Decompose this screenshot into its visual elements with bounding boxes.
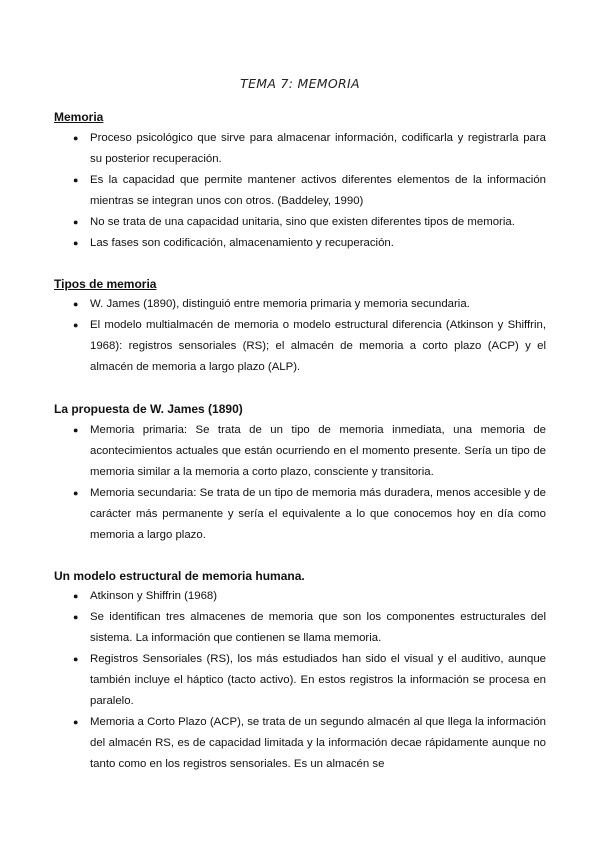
section-list-james [0,420,600,546]
section-list-memoria [0,128,600,254]
list-item: ● Atkinson y Shiffrin (1968) [0,586,600,607]
bullet-icon: ● [73,238,79,248]
page-title: TEMA 7: MEMORIA [240,76,360,91]
section-heading-modelo: Un modelo estructural de memoria humana. [54,569,305,583]
section-list-modelo [0,586,600,775]
bullet-icon: ● [73,612,79,622]
list-item: ● Memoria primaria: Se trata de un tipo de memoria inmediata, una memoria de acontecimientos actuales que están ocurriendo en el momento presente. Sería un tipo de memoria similar a la memoria a corto plazo, consciente y transitoria. [0,420,600,483]
list-item: ● Registros Sensoriales (RS), los más estudiados han sido el visual y el auditivo, aunque también incluye el háptico (tacto activo). En estos registros la información se procesa en paralelo. [0,649,600,712]
bullet-icon: ● [73,320,79,330]
list-item: ● No se trata de una capacidad unitaria, sino que existen diferentes tipos de memoria. [0,212,600,233]
bullet-icon: ● [73,717,79,727]
list-item: ● Las fases son codificación, almacenamiento y recuperación. [0,233,600,254]
bullet-icon: ● [73,591,79,601]
bullet-icon: ● [73,217,79,227]
section-heading-memoria: Memoria [54,110,104,124]
bullet-icon: ● [73,488,79,498]
section-heading-james: La propuesta de W. James (1890) [54,402,243,416]
list-item: ● W. James (1890), distinguió entre memoria primaria y memoria secundaria. [0,294,600,315]
bullet-icon: ● [73,425,79,435]
list-item: ● Proceso psicológico que sirve para almacenar información, codificarla y registrarla para su posterior recuperación. [0,128,600,170]
bullet-icon: ● [73,299,79,309]
bullet-icon: ● [73,133,79,143]
list-item: ● Se identifican tres almacenes de memoria que son los componentes estructurales del sistema. La información que contienen se llama memoria. [0,607,600,649]
list-item: ● El modelo multialmacén de memoria o modelo estructural diferencia (Atkinson y Shiffrin, 1968): registros sensoriales (RS); el almacén de memoria a corto plazo (ACP) y el almacén de memoria a largo plazo (ALP). [0,315,600,378]
bullet-icon: ● [73,175,79,185]
list-item: ● Es la capacidad que permite mantener activos diferentes elementos de la información mientras se integran unos con otros. (Baddeley, 1990) [0,170,600,212]
section-list-tipos [0,294,600,378]
list-item: ● Memoria secundaria: Se trata de un tipo de memoria más duradera, menos accesible y de carácter más permanente y sería el equivalente a lo que conocemos hoy en día como memoria a largo plazo. [0,483,600,546]
section-heading-tipos: Tipos de memoria [54,277,157,291]
list-item: ● Memoria a Corto Plazo (ACP), se trata de un segundo almacén al que llega la información del almacén RS, es de capacidad limitada y la información decae rápidamente aunque no tanto como en los registros sensoriales. Es un almacén se [0,712,600,775]
bullet-icon: ● [73,654,79,664]
